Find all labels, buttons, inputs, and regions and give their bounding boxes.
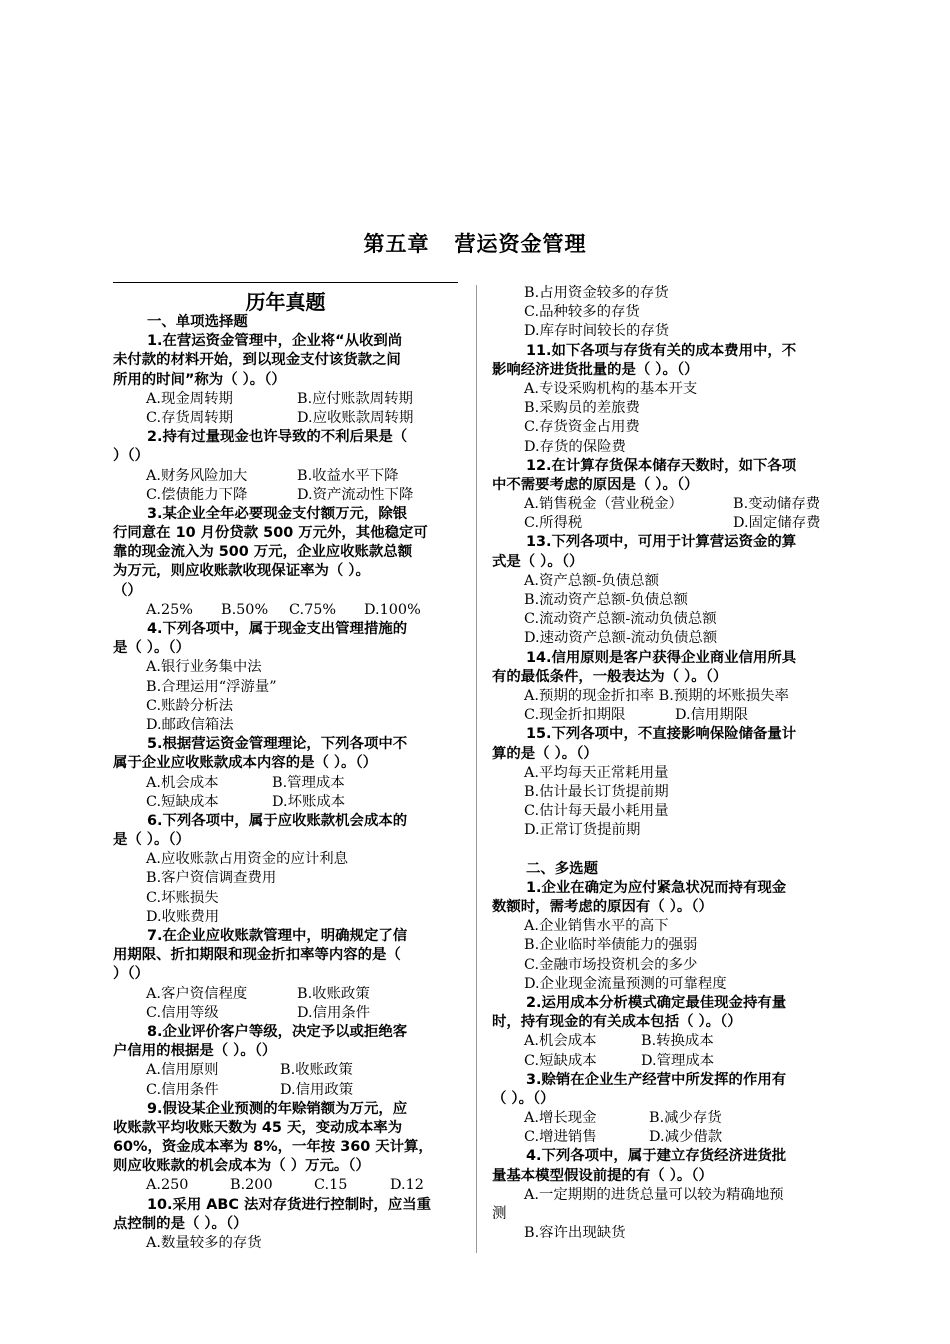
option: B.企业临时举债能力的强弱 bbox=[524, 937, 698, 954]
chapter-title: 第五章 营运资金管理 bbox=[363, 232, 587, 256]
option: A.销售税金（营业税金） bbox=[524, 496, 683, 513]
option: B.收账政策 bbox=[280, 1062, 353, 1079]
option: B.200 bbox=[230, 1177, 273, 1194]
option-row bbox=[113, 601, 463, 620]
question-text: 10.采用 ABC 法对存货进行控制时，应当重 bbox=[147, 1196, 432, 1213]
option-row bbox=[113, 985, 463, 1004]
option: D.库存时间较长的存货 bbox=[524, 323, 670, 340]
option-row bbox=[492, 514, 847, 533]
question-text: 13.下列各项中，可用于计算营运资金的算 bbox=[526, 534, 797, 551]
question-text: 5.根据营运资金管理理论，下列各项中不 bbox=[147, 736, 408, 753]
category-heading-multiple-choice: 二、多选题 bbox=[526, 860, 598, 877]
option: C.信用等级 bbox=[146, 1004, 219, 1021]
option: D.资产流动性下降 bbox=[297, 486, 414, 503]
question-text: 点控制的是（ ）。（） bbox=[113, 1215, 248, 1232]
option: D.12 bbox=[390, 1177, 424, 1194]
question-text: 1.在营运资金管理中，企业将“从收到尚 bbox=[147, 333, 403, 350]
option: C.现金折扣期限 bbox=[524, 707, 626, 724]
option: B.收益水平下降 bbox=[297, 467, 399, 484]
question-text: 14.信用原则是客户获得企业商业信用所具 bbox=[526, 649, 797, 666]
option: B.容许出现缺货 bbox=[524, 1225, 626, 1242]
question-text: 行同意在 10 月份贷款 500 万元外，其他稳定可 bbox=[113, 525, 428, 542]
question-text: 数额时，需考虑的原因有（ ）。（） bbox=[492, 899, 713, 915]
option: C.75% bbox=[289, 601, 337, 618]
question-12 bbox=[492, 457, 847, 534]
question-text: （ ）。（） bbox=[492, 1090, 555, 1107]
option: A.银行业务集中法 bbox=[146, 659, 262, 676]
column-divider bbox=[476, 285, 477, 1253]
option-row bbox=[492, 706, 847, 725]
question-text: 为万元，则应收账款收现保证率为（ ）。 bbox=[113, 563, 370, 580]
option: C.流动资产总额-流动负债总额 bbox=[524, 611, 717, 628]
option: D.坏账成本 bbox=[272, 793, 346, 810]
option-row bbox=[113, 467, 463, 486]
question-7 bbox=[113, 927, 463, 1023]
multi-question-2 bbox=[492, 994, 847, 1071]
option: A.应收账款占用资金的应计利息 bbox=[146, 851, 349, 868]
option: C.坏账损失 bbox=[146, 889, 219, 906]
left-column bbox=[113, 313, 463, 1253]
option: C.估计每天最小耗用量 bbox=[524, 803, 669, 820]
option: C.存货资金占用费 bbox=[524, 419, 640, 436]
question-14 bbox=[492, 649, 847, 726]
option-row bbox=[492, 1052, 847, 1071]
option: A.专设采购机构的基本开支 bbox=[524, 380, 698, 397]
option-row bbox=[113, 1176, 463, 1195]
question-text: 时，持有现金的有关成本包括（ ）。（） bbox=[492, 1014, 742, 1031]
option: C.品种较多的存货 bbox=[524, 304, 640, 321]
option: B.流动资产总额-负债总额 bbox=[524, 592, 688, 608]
question-10-continued bbox=[492, 284, 847, 342]
question-text: 4.下列各项中，属于现金支出管理措施的 bbox=[147, 621, 408, 637]
option-row bbox=[113, 793, 463, 812]
question-text: 靠的现金流入为 500 万元，企业应收账款总额 bbox=[113, 544, 413, 561]
option: C.信用条件 bbox=[146, 1081, 219, 1098]
question-text: 3.赊销在企业生产经营中所发挥的作用有 bbox=[526, 1071, 787, 1088]
question-text: 是（ ）。（） bbox=[113, 640, 190, 657]
option: D.信用条件 bbox=[297, 1004, 371, 1021]
multi-question-4 bbox=[492, 1147, 847, 1243]
question-1 bbox=[113, 332, 463, 428]
option: D.信用政策 bbox=[280, 1081, 354, 1098]
question-text: 1.企业在确定为应付紧急状况而持有现金 bbox=[526, 879, 787, 896]
question-6 bbox=[113, 812, 463, 927]
multi-question-3 bbox=[492, 1071, 847, 1148]
option-row bbox=[113, 1081, 463, 1100]
option-row bbox=[492, 1032, 847, 1051]
option-row bbox=[113, 774, 463, 793]
option: B.收账政策 bbox=[297, 985, 370, 1002]
option: A.机会成本 bbox=[524, 1033, 597, 1050]
option: B.变动储存费 bbox=[733, 496, 821, 513]
question-10 bbox=[113, 1196, 463, 1254]
question-11 bbox=[492, 342, 847, 457]
question-text: ）（） bbox=[113, 448, 149, 465]
category-heading-single-choice: 一、单项选择题 bbox=[147, 314, 248, 330]
option: D.企业现金流量预测的可靠程度 bbox=[524, 975, 727, 992]
option: A.25% bbox=[146, 601, 193, 618]
option: B.客户资信调查费用 bbox=[146, 870, 277, 887]
option: C.短缺成本 bbox=[524, 1052, 597, 1069]
option: A.机会成本 bbox=[146, 774, 219, 791]
question-text: 2.持有过量现金也许导致的不利后果是（ bbox=[147, 429, 408, 446]
option: A.现金周转期 bbox=[146, 390, 233, 407]
question-text: 属于企业应收账款成本内容的是（ ）。（） bbox=[113, 755, 378, 772]
question-4 bbox=[113, 620, 463, 735]
question-text: 量基本模型假设前提的有（ ）。（） bbox=[492, 1167, 713, 1184]
question-5 bbox=[113, 735, 463, 812]
option: D.邮政信箱法 bbox=[146, 716, 234, 733]
option: A.企业销售水平的高下 bbox=[524, 918, 669, 935]
option: C.金融市场投资机会的多少 bbox=[524, 956, 698, 973]
option: B.应付账款周转期 bbox=[297, 390, 413, 407]
question-text: 9.假设某企业预测的年赊销额为万元，应 bbox=[147, 1100, 408, 1117]
option: D.正常订货提前期 bbox=[524, 822, 641, 839]
question-text: 8.企业评价客户等级，决定予以或拒绝客 bbox=[147, 1023, 408, 1040]
option-row bbox=[492, 495, 847, 514]
option: C.账龄分析法 bbox=[146, 697, 234, 714]
right-column bbox=[492, 284, 847, 1243]
option: D.固定储存费 bbox=[733, 515, 821, 532]
question-text: 中不需要考虑的原因是（ ）。（） bbox=[492, 476, 699, 493]
option: C.存货周转期 bbox=[146, 409, 234, 426]
option: C.增进销售 bbox=[524, 1129, 597, 1146]
question-text: 式是（ ）。（） bbox=[492, 553, 584, 570]
option: B.采购员的差旅费 bbox=[524, 400, 640, 417]
question-text: 所用的时间”称为（ ）。（） bbox=[113, 371, 286, 388]
option-row bbox=[492, 1109, 847, 1128]
question-3 bbox=[113, 505, 463, 620]
heading-rule bbox=[113, 282, 458, 283]
option-row bbox=[113, 390, 463, 409]
option: B.占用资金较多的存货 bbox=[524, 285, 669, 301]
multi-question-1 bbox=[492, 879, 847, 994]
option-row bbox=[113, 1004, 463, 1023]
option: D.信用期限 bbox=[675, 707, 749, 724]
question-15 bbox=[492, 725, 847, 840]
option: D.速动资产总额-流动负债总额 bbox=[524, 630, 718, 647]
question-text: 6.下列各项中，属于应收账款机会成本的 bbox=[147, 812, 408, 829]
question-8 bbox=[113, 1023, 463, 1100]
question-text: 4.下列各项中，属于建立存货经济进货批 bbox=[526, 1148, 787, 1165]
question-text: 则应收账款的机会成本为（ ）万元。（） bbox=[113, 1158, 370, 1175]
option: D.100% bbox=[364, 601, 421, 618]
question-text: 是（ ）。（） bbox=[113, 832, 190, 849]
question-text: 收账款平均收账天数为 45 天，变动成本率为 bbox=[113, 1119, 403, 1136]
option: D.收账费用 bbox=[146, 908, 220, 925]
option: A.信用原则 bbox=[146, 1062, 219, 1079]
question-text: （） bbox=[113, 582, 142, 599]
question-text: ）（） bbox=[113, 966, 149, 983]
question-text: 未付款的材料开始，到以现金支付该货款之间 bbox=[113, 352, 401, 369]
option: A.增长现金 bbox=[524, 1110, 597, 1127]
option: C.短缺成本 bbox=[146, 793, 219, 810]
option: A.客户资信程度 bbox=[146, 985, 248, 1002]
option: A.250 bbox=[146, 1177, 189, 1194]
option: D.应收账款周转期 bbox=[297, 409, 414, 426]
option-continued: 测 bbox=[492, 1206, 507, 1222]
option: D.管理成本 bbox=[641, 1052, 715, 1069]
option: B.估计最长订货提前期 bbox=[524, 783, 669, 800]
option-row bbox=[113, 1061, 463, 1080]
section-heading: 历年真题 bbox=[245, 290, 326, 314]
option: B.减少存货 bbox=[649, 1110, 722, 1127]
option-row bbox=[492, 1128, 847, 1147]
option: A.资产总额-负债总额 bbox=[524, 572, 659, 589]
spacer bbox=[492, 840, 847, 859]
question-9 bbox=[113, 1100, 463, 1196]
option: A.平均每天正常耗用量 bbox=[524, 764, 669, 781]
option: A.财务风险加大 bbox=[146, 467, 248, 484]
question-text: 户信用的根据是（ ）。（） bbox=[113, 1043, 277, 1060]
option: B.合理运用“浮游量” bbox=[146, 678, 277, 695]
question-text: 2.运用成本分析模式确定最佳现金持有量 bbox=[526, 994, 787, 1011]
option: B.50% bbox=[221, 601, 269, 618]
question-text: 11.如下各项与存货有关的成本费用中，不 bbox=[526, 342, 797, 359]
option: A.数量较多的存货 bbox=[146, 1235, 262, 1251]
option: A.一定期期的进货总量可以较为精确地预 bbox=[524, 1186, 784, 1203]
question-text: 60%，资金成本率为 8%，一年按 360 天计算， bbox=[113, 1139, 433, 1156]
question-text: 影响经济进货批量的是（ ）。（） bbox=[492, 361, 699, 378]
option: C.偿债能力下降 bbox=[146, 486, 248, 503]
question-text: 3.某企业全年必要现金支付额万元，除银 bbox=[147, 505, 408, 522]
question-text: 15.下列各项中，不直接影响保险储备量计 bbox=[526, 726, 797, 743]
question-text: 用期限、折扣期限和现金折扣率等内容的是（ bbox=[113, 947, 401, 964]
question-2 bbox=[113, 428, 463, 505]
option-row bbox=[113, 409, 463, 428]
option: B.管理成本 bbox=[272, 774, 345, 791]
question-13 bbox=[492, 533, 847, 648]
option: D.减少借款 bbox=[649, 1129, 723, 1146]
option: C.所得税 bbox=[524, 515, 583, 532]
option: A.预期的现金折扣率 B.预期的坏账损失率 bbox=[524, 687, 789, 704]
question-text: 有的最低条件，一般表达为（ ）。（） bbox=[492, 668, 728, 685]
question-text: 7.在企业应收账款管理中，明确规定了信 bbox=[147, 928, 408, 944]
option: D.存货的保险费 bbox=[524, 438, 626, 455]
question-text: 算的是（ ）。（） bbox=[492, 745, 598, 762]
question-text: 12.在计算存货保本储存天数时，如下各项 bbox=[526, 457, 797, 474]
option: C.15 bbox=[314, 1177, 348, 1194]
option: B.转换成本 bbox=[641, 1033, 714, 1050]
option-row bbox=[113, 486, 463, 505]
